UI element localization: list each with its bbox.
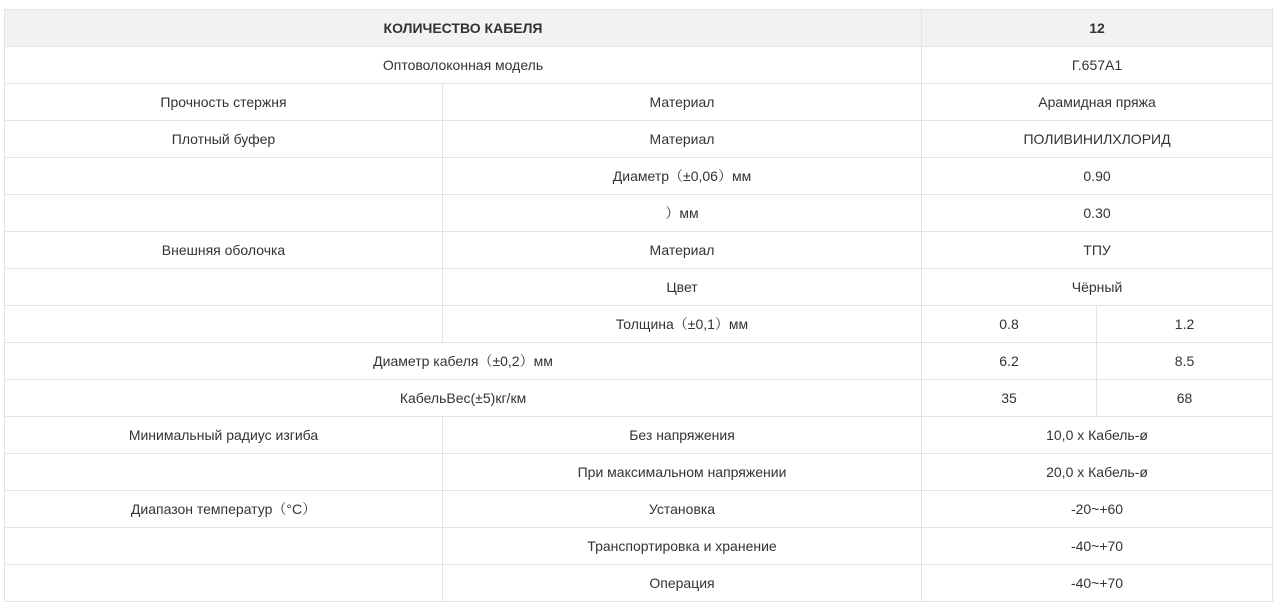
row-value-a: 0.8 bbox=[922, 306, 1097, 343]
table-header-row bbox=[5, 10, 1273, 47]
header-label: КОЛИЧЕСТВО КАБЕЛЯ bbox=[5, 10, 922, 47]
row-param: Диаметр（±0,06）мм bbox=[443, 158, 922, 195]
row-param: Транспортировка и хранение bbox=[443, 528, 922, 565]
table-row bbox=[5, 343, 1273, 380]
row-value: -40~+70 bbox=[922, 528, 1273, 565]
row-param: Операция bbox=[443, 565, 922, 602]
row-value-a: 6.2 bbox=[922, 343, 1097, 380]
row-group bbox=[5, 454, 443, 491]
row-value: 0.90 bbox=[922, 158, 1273, 195]
table-row bbox=[5, 269, 1273, 306]
row-value-a: 35 bbox=[922, 380, 1097, 417]
row-value: Чёрный bbox=[922, 269, 1273, 306]
row-group bbox=[5, 306, 443, 343]
row-value: 0.30 bbox=[922, 195, 1273, 232]
table-row bbox=[5, 417, 1273, 454]
cable-spec-table bbox=[4, 9, 1273, 602]
row-param: Цвет bbox=[443, 269, 922, 306]
row-value: Г.657А1 bbox=[922, 47, 1273, 84]
row-group bbox=[5, 195, 443, 232]
row-param: Толщина（±0,1）мм bbox=[443, 306, 922, 343]
row-param: Без напряжения bbox=[443, 417, 922, 454]
table-row bbox=[5, 380, 1273, 417]
table-row bbox=[5, 232, 1273, 269]
row-group bbox=[5, 158, 443, 195]
row-param: ）мм bbox=[443, 195, 922, 232]
row-param: Материал bbox=[443, 121, 922, 158]
row-param: Установка bbox=[443, 491, 922, 528]
row-group: Внешняя оболочка bbox=[5, 232, 443, 269]
table-row bbox=[5, 47, 1273, 84]
table-row bbox=[5, 195, 1273, 232]
table-row bbox=[5, 491, 1273, 528]
row-value: ТПУ bbox=[922, 232, 1273, 269]
row-group bbox=[5, 565, 443, 602]
row-group: Диапазон температур（°C） bbox=[5, 491, 443, 528]
table-row bbox=[5, 158, 1273, 195]
row-group: Прочность стержня bbox=[5, 84, 443, 121]
header-value: 12 bbox=[922, 10, 1273, 47]
row-value-b: 8.5 bbox=[1097, 343, 1273, 380]
spec-table-container bbox=[4, 9, 1272, 602]
table-row bbox=[5, 306, 1273, 343]
row-label: КабельВес(±5)кг/км bbox=[5, 380, 922, 417]
table-row bbox=[5, 565, 1273, 602]
row-value: ПОЛИВИНИЛХЛОРИД bbox=[922, 121, 1273, 158]
table-row bbox=[5, 84, 1273, 121]
row-label: Диаметр кабеля（±0,2）мм bbox=[5, 343, 922, 380]
table-row bbox=[5, 121, 1273, 158]
row-value: Арамидная пряжа bbox=[922, 84, 1273, 121]
row-group bbox=[5, 269, 443, 306]
row-value: 20,0 x Кабель-ø bbox=[922, 454, 1273, 491]
row-value: -20~+60 bbox=[922, 491, 1273, 528]
row-group bbox=[5, 528, 443, 565]
row-param: При максимальном напряжении bbox=[443, 454, 922, 491]
row-value: -40~+70 bbox=[922, 565, 1273, 602]
row-group: Плотный буфер bbox=[5, 121, 443, 158]
row-value: 10,0 x Кабель-ø bbox=[922, 417, 1273, 454]
table-row bbox=[5, 528, 1273, 565]
table-row bbox=[5, 454, 1273, 491]
row-value-b: 1.2 bbox=[1097, 306, 1273, 343]
row-label: Оптоволоконная модель bbox=[5, 47, 922, 84]
row-param: Материал bbox=[443, 232, 922, 269]
row-group: Минимальный радиус изгиба bbox=[5, 417, 443, 454]
row-value-b: 68 bbox=[1097, 380, 1273, 417]
row-param: Материал bbox=[443, 84, 922, 121]
